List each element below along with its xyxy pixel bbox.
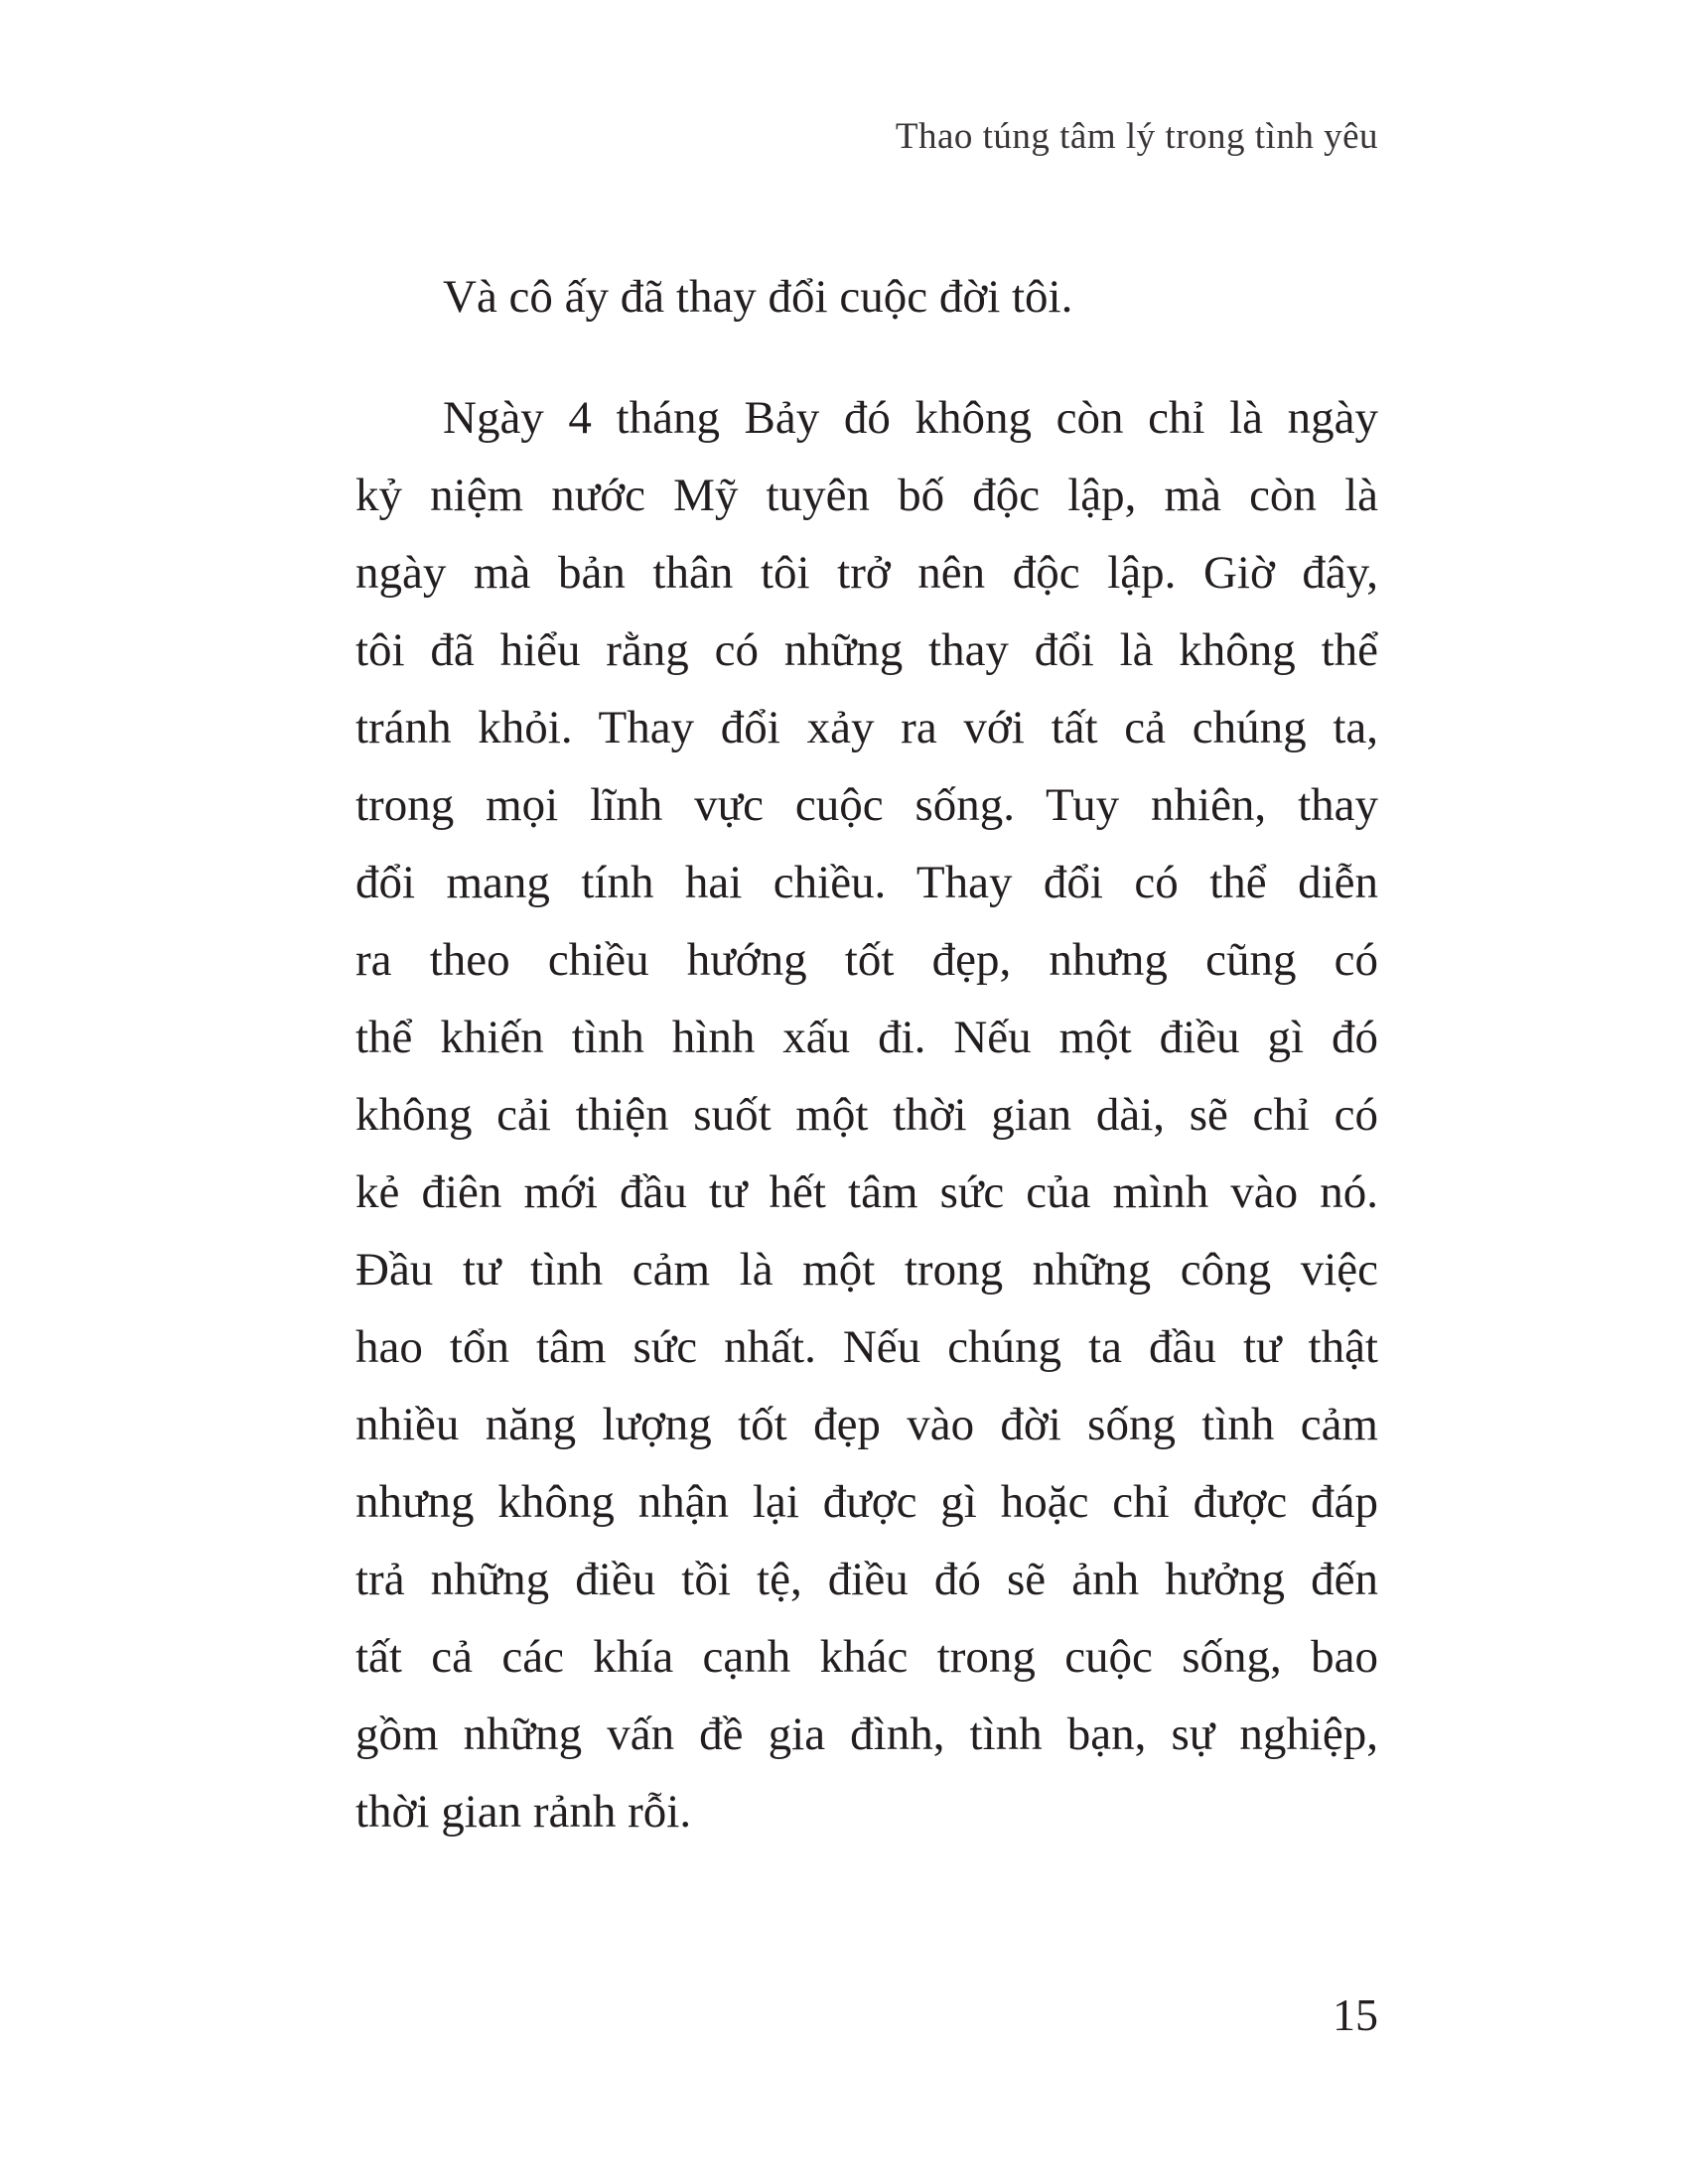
text-line: Ngày 4 tháng Bảy đó không còn chỉ là ngày — [443, 392, 1378, 444]
paragraph — [355, 258, 1378, 336]
text-line: đổi mang tính hai chiều. Thay đổi có thể diễn — [355, 857, 1378, 908]
page-number: 15 — [1333, 1989, 1378, 2040]
text-line: tôi đã hiểu rằng có những thay đổi là không thể — [355, 624, 1378, 676]
text-line: hao tổn tâm sức nhất. Nếu chúng ta đầu tư thật — [355, 1321, 1378, 1373]
text-line: Và cô ấy đã thay đổi cuộc đời tôi. — [443, 271, 1073, 323]
text-line: thời gian rảnh rỗi. — [355, 1786, 692, 1838]
text-line: trong mọi lĩnh vực cuộc sống. Tuy nhiên, thay — [355, 779, 1378, 831]
text-line: ngày mà bản thân tôi trở nên độc lập. Giờ đây, — [355, 547, 1378, 599]
text-line: Đầu tư tình cảm là một trong những công việc — [355, 1244, 1378, 1296]
text-line: thể khiến tình hình xấu đi. Nếu một điều gì đó — [355, 1012, 1378, 1063]
paragraph — [355, 379, 1378, 1850]
text-line: kỷ niệm nước Mỹ tuyên bố độc lập, mà còn là — [355, 470, 1378, 521]
text-line: gồm những vấn đề gia đình, tình bạn, sự nghiệp, — [355, 1708, 1378, 1760]
text-line: trả những điều tồi tệ, điều đó sẽ ảnh hưởng đến — [355, 1554, 1378, 1605]
running-header: Thao túng tâm lý trong tình yêu — [895, 116, 1378, 157]
text-line: kẻ điên mới đầu tư hết tâm sức của mình vào nó. — [355, 1166, 1378, 1218]
text-line: nhưng không nhận lại được gì hoặc chỉ được đáp — [355, 1476, 1378, 1528]
text-line: không cải thiện suốt một thời gian dài, sẽ chỉ có — [355, 1089, 1378, 1141]
text-line: nhiều năng lượng tốt đẹp vào đời sống tình cảm — [355, 1399, 1378, 1450]
text-line: ra theo chiều hướng tốt đẹp, nhưng cũng có — [355, 934, 1378, 986]
body-text — [355, 258, 1378, 1850]
text-line: tất cả các khía cạnh khác trong cuộc sống, bao — [355, 1631, 1378, 1683]
text-line: tránh khỏi. Thay đổi xảy ra với tất cả chúng ta, — [355, 702, 1378, 753]
